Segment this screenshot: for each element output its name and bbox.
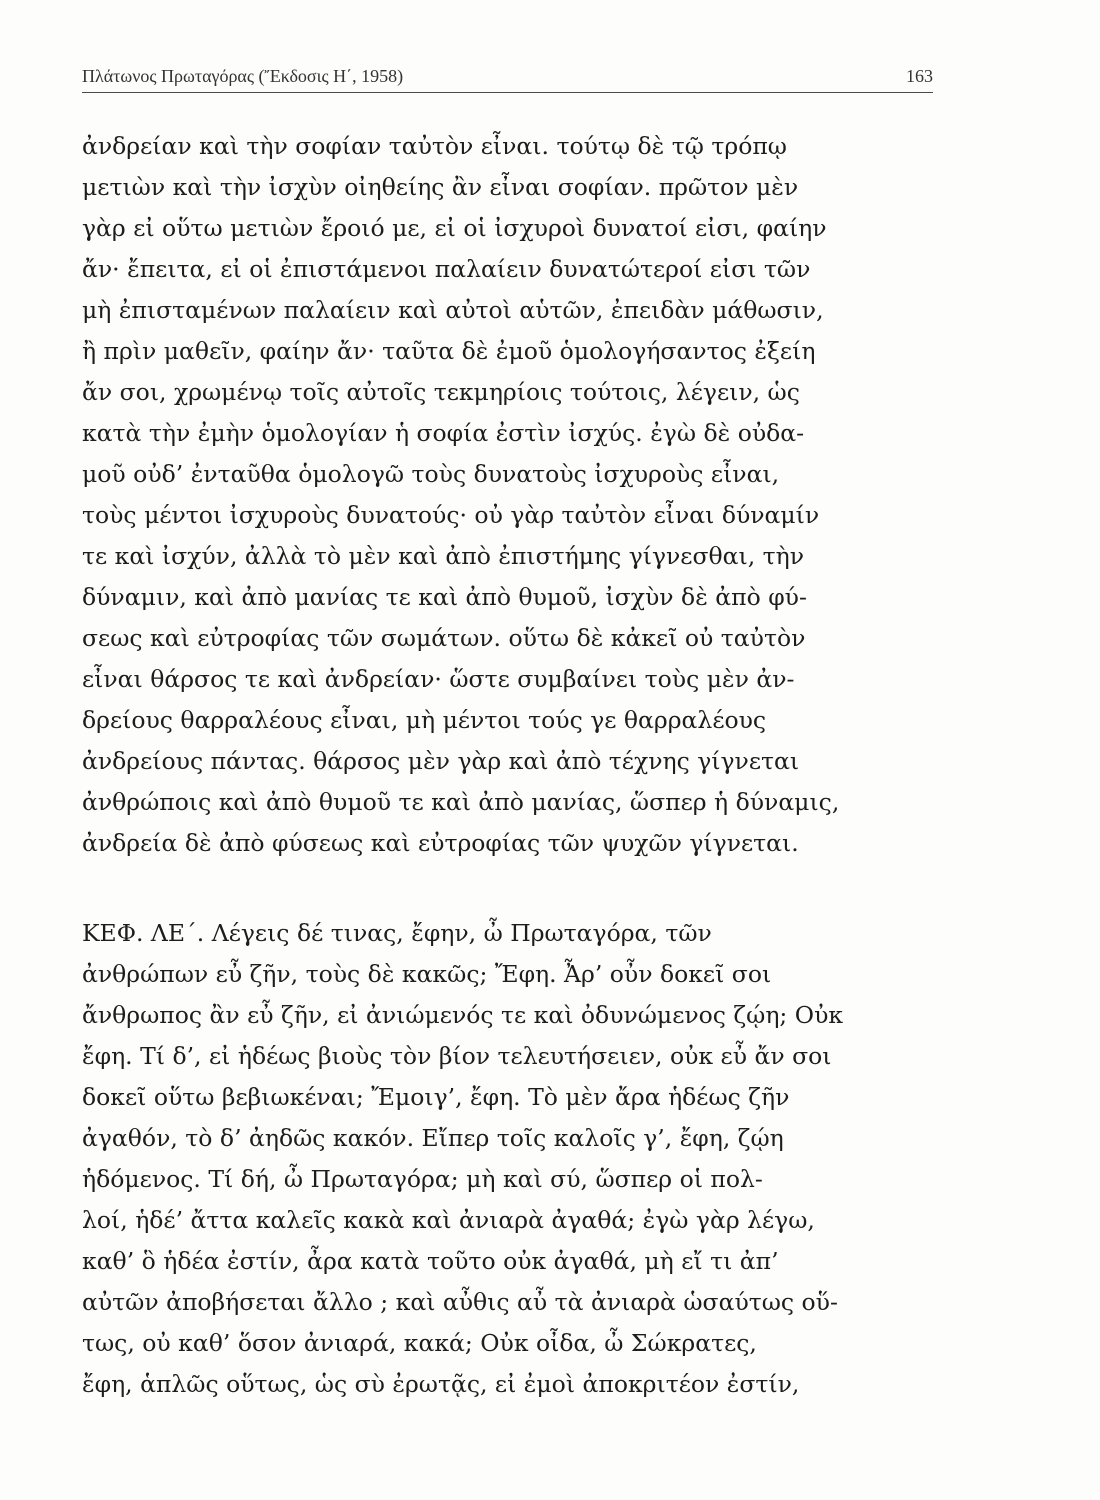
- paragraph-2: [82, 913, 933, 1405]
- text-line: μετιὼν καὶ τὴν ἰσχὺν οἰηθείης ἂν εἶναι σοφίαν. πρῶτον μὲν: [82, 173, 799, 201]
- text-line: ἄνθρωπος ἂν εὖ ζῆν, εἰ ἀνιώμενός τε καὶ ὀδυνώμενος ζῴη; Οὐκ: [82, 1001, 844, 1029]
- text-line: καθ’ ὃ ἡδέα ἐστίν, ἆρα κατὰ τοῦτο οὐκ ἀγαθά, μὴ εἴ τι ἀπ’: [82, 1247, 779, 1275]
- text-line: τοὺς μέντοι ἰσχυροὺς δυνατούς· οὐ γὰρ ταὐτὸν εἶναι δύναμίν: [82, 501, 820, 529]
- text-line: ἀγαθόν, τὸ δ’ ἀηδῶς κακόν. Εἴπερ τοῖς καλοῖς γ’, ἔφη, ζῴη: [82, 1124, 784, 1152]
- chapter-heading-line: ΚΕΦ. ΛΕ΄. Λέγεις δέ τινας, ἔφην, ὦ Πρωταγόρα, τῶν: [82, 919, 712, 947]
- text-line: ἄν· ἔπειτα, εἰ οἱ ἐπιστάμενοι παλαίειν δυνατώτεροί εἰσι τῶν: [82, 255, 811, 283]
- running-header: [82, 62, 933, 93]
- text-line: μοῦ οὐδ’ ἐνταῦθα ὁμολογῶ τοὺς δυνατοὺς ἰσχυροὺς εἶναι,: [82, 460, 780, 488]
- text-line: ἔφη. Τί δ’, εἰ ἡδέως βιοὺς τὸν βίον τελευτήσειεν, οὐκ εὖ ἄν σοι: [82, 1042, 832, 1070]
- text-line: ἀνθρώποις καὶ ἀπὸ θυμοῦ τε καὶ ἀπὸ μανίας, ὥσπερ ἡ δύναμις,: [82, 788, 840, 816]
- text-line: δύναμιν, καὶ ἀπὸ μανίας τε καὶ ἀπὸ θυμοῦ, ἰσχὺν δὲ ἀπὸ φύ-: [82, 583, 807, 611]
- text-line: γὰρ εἰ οὕτω μετιὼν ἔροιό με, εἰ οἱ ἰσχυροὶ δυνατοί εἰσι, φαίην: [82, 214, 827, 242]
- text-line: τως, οὐ καθ’ ὅσον ἀνιαρά, κακά; Οὐκ οἶδα, ὦ Σώκρατες,: [82, 1329, 757, 1357]
- text-line: εἶναι θάρσος τε καὶ ἀνδρείαν· ὥστε συμβαίνει τοὺς μὲν ἀν-: [82, 665, 795, 693]
- text-line: κατὰ τὴν ἐμὴν ὁμολογίαν ἡ σοφία ἐστὶν ἰσχύς. ἐγὼ δὲ οὐδα-: [82, 419, 805, 447]
- text-line: δοκεῖ οὕτω βεβιωκέναι; Ἔμοιγ’, ἔφη. Τὸ μὲν ἄρα ἡδέως ζῆν: [82, 1083, 790, 1111]
- text-line: ἡδόμενος. Τί δή, ὦ Πρωταγόρα; μὴ καὶ σύ, ὥσπερ οἱ πολ-: [82, 1165, 763, 1193]
- text-line: μὴ ἐπισταμένων παλαίειν καὶ αὐτοὶ αὑτῶν, ἐπειδὰν μάθωσιν,: [82, 296, 824, 324]
- text-line: ἄν σοι, χρωμένῳ τοῖς αὐτοῖς τεκμηρίοις τούτοις, λέγειν, ὡς: [82, 378, 800, 406]
- text-line: σεως καὶ εὐτροφίας τῶν σωμάτων. οὕτω δὲ κἀκεῖ οὐ ταὐτὸν: [82, 624, 806, 652]
- running-title: Πλάτωνος Πρωταγόρας (Ἔκδοσις Η΄, 1958): [82, 66, 404, 86]
- text-line: ἀνδρείαν καὶ τὴν σοφίαν ταὐτὸν εἶναι. τούτῳ δὲ τῷ τρόπῳ: [82, 132, 787, 160]
- text-line: αὐτῶν ἀποβήσεται ἄλλο ; καὶ αὖθις αὖ τὰ ἀνιαρὰ ὡσαύτως οὕ-: [82, 1288, 838, 1316]
- paragraph-1: [82, 126, 933, 864]
- text-line: δρείους θαρραλέους εἶναι, μὴ μέντοι τούς γε θαρραλέους: [82, 706, 767, 734]
- text-line: ἔφη, ἁπλῶς οὕτως, ὡς σὺ ἐρωτᾷς, εἰ ἐμοὶ ἀποκριτέον ἐστίν,: [82, 1370, 800, 1398]
- page-number: 163: [906, 66, 933, 86]
- text-line: ἀνδρείους πάντας. θάρσος μὲν γὰρ καὶ ἀπὸ τέχνης γίγνεται: [82, 747, 800, 775]
- text-line: ἀνθρώπων εὖ ζῆν, τοὺς δὲ κακῶς; Ἔφη. Ἆρ’ οὖν δοκεῖ σοι: [82, 960, 772, 988]
- text-line: λοί, ἡδέ’ ἄττα καλεῖς κακὰ καὶ ἀνιαρὰ ἀγαθά; ἐγὼ γὰρ λέγω,: [82, 1206, 815, 1234]
- text-line: ἀνδρεία δὲ ἀπὸ φύσεως καὶ εὐτροφίας τῶν ψυχῶν γίγνεται.: [82, 829, 799, 857]
- text-line: ἢ πρὶν μαθεῖν, φαίην ἄν· ταῦτα δὲ ἐμοῦ ὁμολογήσαντος ἐξείη: [82, 337, 816, 365]
- text-line: τε καὶ ἰσχύν, ἀλλὰ τὸ μὲν καὶ ἀπὸ ἐπιστήμης γίγνεσθαι, τὴν: [82, 542, 805, 570]
